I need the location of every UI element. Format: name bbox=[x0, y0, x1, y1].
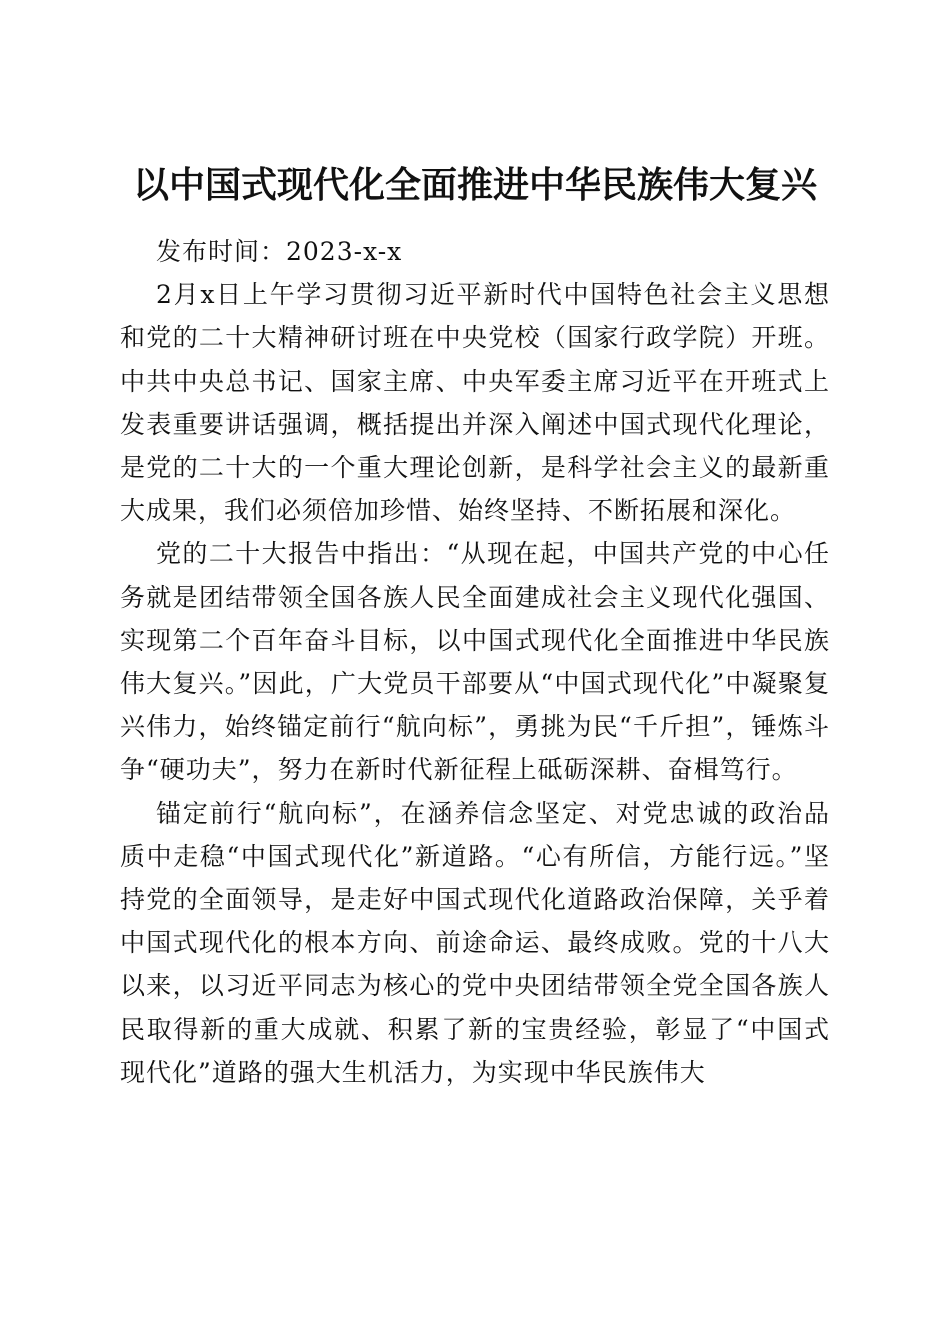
paragraph-2: 党的二十大报告中指出：“从现在起，中国共产党的中心任务就是团结带领全国各族人民全面建成社会主义现代化强国、实现第二个百年奋斗目标，以中国式现代化全面推进中华民族伟大复兴。”因此，广大党员干部要从“中国式现代化”中凝聚复兴伟力，始终锚定前行“航向标”，勇挑为民“千斤担”，锤炼斗争“硬功夫”，努力在新时代新征程上砥砺深耕、奋楫笃行。 bbox=[120, 539, 830, 785]
document-title: 以中国式现代化全面推进中华民族伟大复兴 bbox=[132, 165, 817, 207]
document-body bbox=[120, 230, 830, 1094]
paragraph-1: 2月x日上午学习贯彻习近平新时代中国特色社会主义思想和党的二十大精神研讨班在中央党校（国家行政学院）开班。中共中央总书记、国家主席、中央军委主席习近平在开班式上发表重要讲话强调，概括提出并深入阐述中国式现代化理论，是党的二十大的一个重大理论创新，是科学社会主义的最新重大成果，我们必须倍加珍惜、始终坚持、不断拓展和深化。 bbox=[120, 280, 830, 526]
paragraph-3: 锚定前行“航向标”，在涵养信念坚定、对党忠诚的政治品质中走稳“中国式现代化”新道路。“心有所信，方能行远。”坚持党的全面领导，是走好中国式现代化道路政治保障，关乎着中国式现代化的根本方向、前途命运、最终成败。党的十八大以来，以习近平同志为核心的党中央团结带领全党全国各族人民取得新的重大成就、积累了新的宝贵经验，彰显了“中国式现代化”道路的强大生机活力，为实现中华民族伟大 bbox=[120, 798, 830, 1087]
publish-date: 发布时间：2023-x-x bbox=[156, 237, 403, 266]
